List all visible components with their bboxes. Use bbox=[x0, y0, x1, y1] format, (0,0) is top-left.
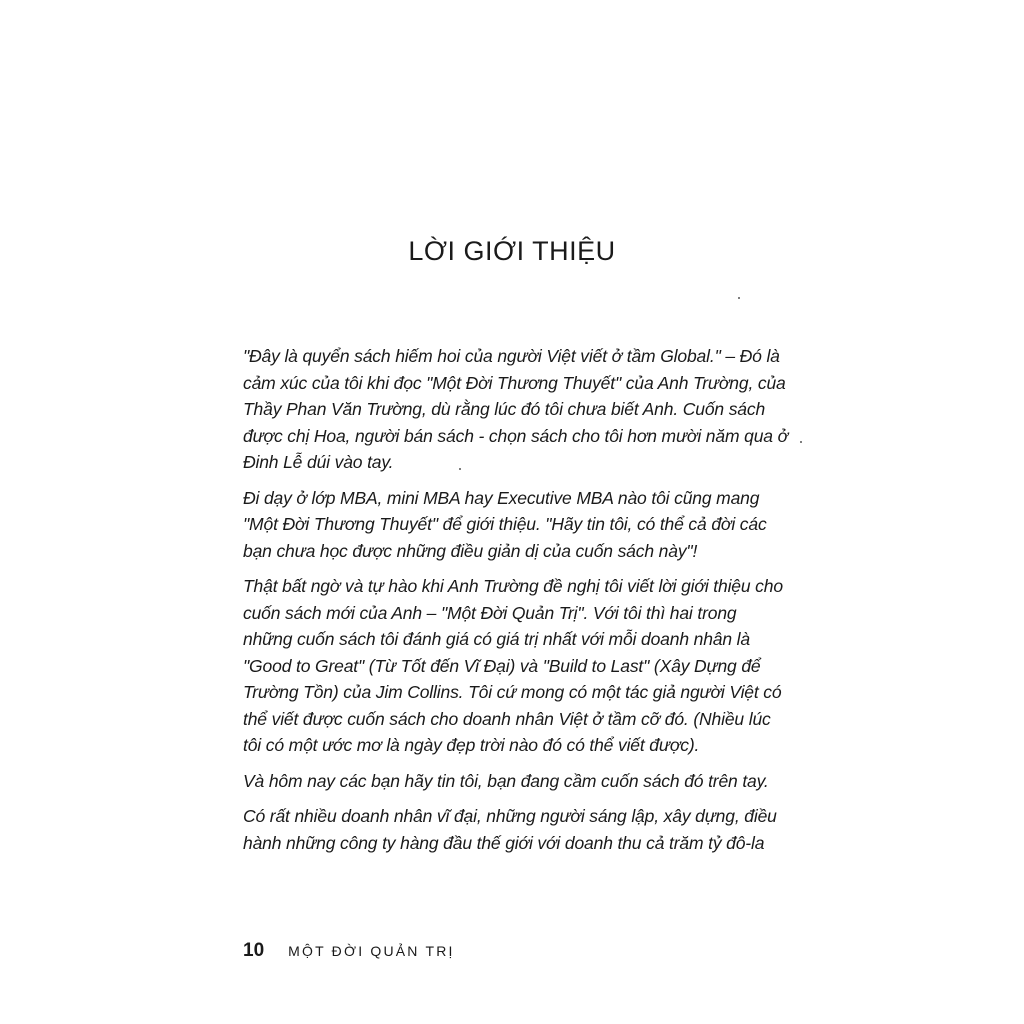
body-text bbox=[243, 343, 788, 865]
page-number: 10 bbox=[243, 940, 265, 961]
paragraph-1: "Đây là quyển sách hiếm hoi của người Việt viết ở tầm Global." – Đó là cảm xúc của tôi khi đọc "Một Đời Thương Thuyết" của Anh Trường, của Thầy Phan Văn Trường, dù rằng lúc đó tôi chưa biết Anh. Cuốn sách được chị Hoa, người bán sách - chọn sách cho tôi hơn mười năm qua ở Đinh Lễ dúi vào tay. bbox=[243, 346, 788, 472]
running-title: MỘT ĐỜI QUẢN TRỊ bbox=[288, 943, 455, 959]
chapter-heading: LỜI GIỚI THIỆU bbox=[408, 236, 616, 266]
print-speck bbox=[459, 468, 461, 470]
page-footer bbox=[243, 940, 455, 962]
paragraph-4: Và hôm nay các bạn hãy tin tôi, bạn đang cầm cuốn sách đó trên tay. bbox=[243, 770, 769, 791]
print-speck bbox=[800, 441, 802, 443]
paragraph-5: Có rất nhiều doanh nhân vĩ đại, những người sáng lập, xây dựng, điều hành những công ty hàng đầu thế giới với doanh thu cả trăm tỷ đô-la bbox=[243, 806, 777, 853]
paragraph-2: Đi dạy ở lớp MBA, mini MBA hay Executive MBA nào tôi cũng mang "Một Đời Thương Thuyết" để giới thiệu. "Hãy tin tôi, có thể cả đời các bạn chưa học được những điều giản dị của cuốn sách này"! bbox=[243, 487, 767, 561]
print-speck bbox=[738, 297, 740, 299]
paragraph-3: Thật bất ngờ và tự hào khi Anh Trường đề nghị tôi viết lời giới thiệu cho cuốn sách mới của Anh – "Một Đời Quản Trị". Với tôi thì hai trong những cuốn sách tôi đánh giá có giá trị nhất với mỗi doanh nhân là "Good to Great" (Từ Tốt đến Vĩ Đại) và "Build to Last" (Xây Dựng để Trường Tồn) của Jim Collins. Tôi cứ mong có một tác giả người Việt có thể viết được cuốn sách cho doanh nhân Việt ở tầm cỡ đó. (Nhiều lúc tôi có một ước mơ là ngày đẹp trời nào đó có thể viết được). bbox=[243, 576, 783, 755]
